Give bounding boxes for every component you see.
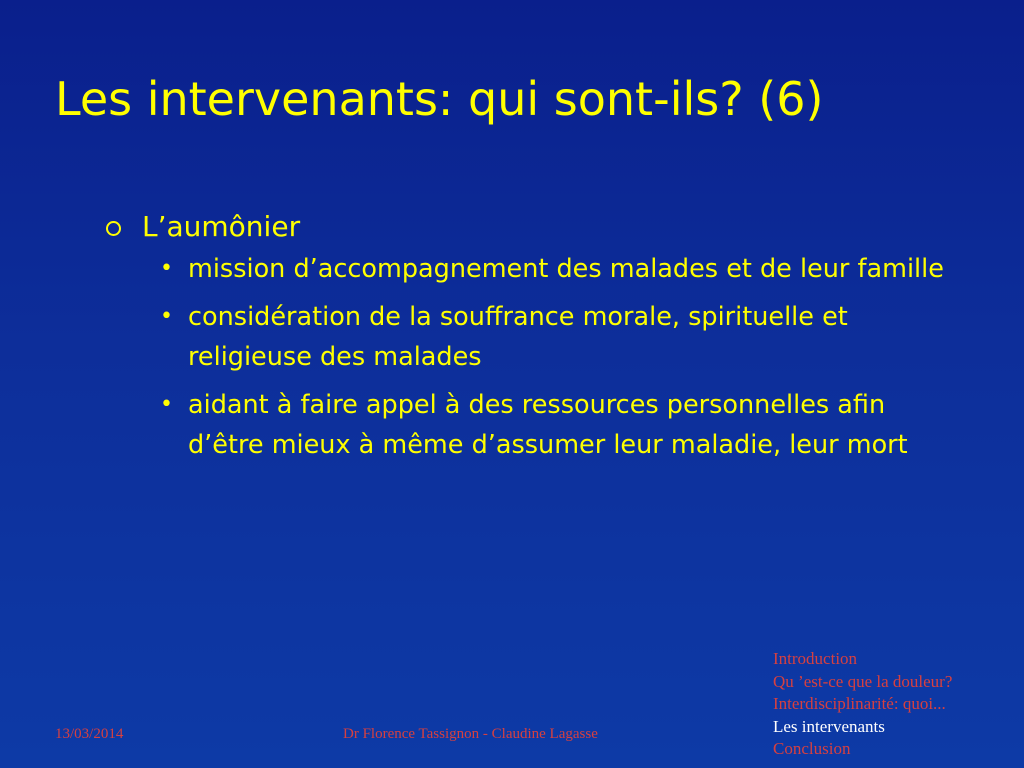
nav-item-introduction[interactable]: Introduction	[773, 649, 858, 668]
bullet-marker	[100, 206, 142, 246]
bullet-item	[100, 206, 960, 247]
dot-bullet-icon: •	[160, 303, 173, 329]
footer-author: Dr Florence Tassignon - Claudine Lagasse	[343, 726, 598, 742]
nav-item-interdisciplinarite[interactable]: Interdisciplinarité: quoi...	[773, 694, 946, 713]
dot-bullet-icon: •	[160, 255, 173, 281]
nav-item-douleur[interactable]: Qu ’est-ce que la douleur?	[773, 671, 953, 691]
sub-bullet-text: considération de la souffrance morale, spirituelle et religieuse des malades	[188, 301, 848, 372]
sub-bullet-item	[160, 297, 960, 377]
sub-bullet-item	[160, 385, 960, 465]
slide-title: Les intervenants: qui sont-ils? (6)	[55, 72, 824, 126]
sub-bullet-text: mission d’accompagnement des malades et de leur famille	[188, 253, 944, 284]
sub-bullet-text: aidant à faire appel à des ressources personnelles afin d’être mieux à même d’assumer leur maladie, leur mort	[188, 389, 908, 460]
section-navigation	[773, 648, 952, 761]
sub-bullet-list	[160, 249, 960, 465]
dot-bullet-icon: •	[160, 391, 173, 417]
hollow-circle-bullet-icon	[106, 221, 121, 236]
footer-date: 13/03/2014	[55, 726, 124, 742]
sub-bullet-item	[160, 249, 960, 289]
nav-item-intervenants[interactable]: Les intervenants	[773, 716, 885, 736]
slide-content	[100, 206, 960, 473]
nav-item-conclusion[interactable]: Conclusion	[773, 739, 851, 758]
bullet-label: L’aumônier	[142, 209, 301, 243]
